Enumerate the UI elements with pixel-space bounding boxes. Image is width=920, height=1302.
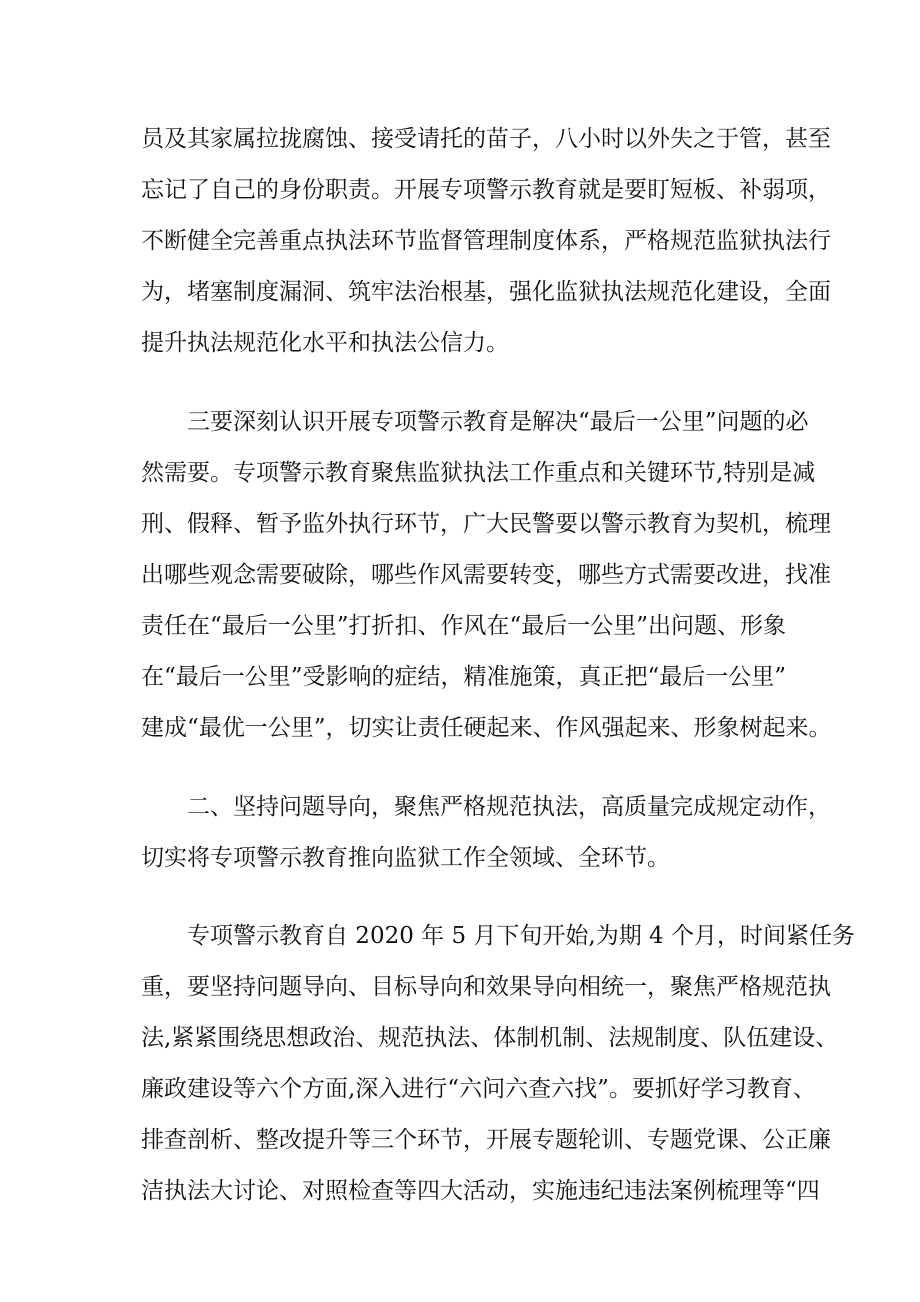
paragraph-1-line-5: 提升执法规范化水平和执法公信力。: [141, 330, 509, 356]
paragraph-2-line-7: 建成“最优一公里”，切实让责任硬起来、作风强起来、形象树起来。: [141, 715, 832, 741]
paragraph-4-line-6: 洁执法大讨论、对照检查等四大活动，实施违纪违法案例梳理等“四: [141, 1178, 820, 1204]
paragraph-2-line-6: 在“最后一公里”受影响的症结，精准施策，真正把“最后一公里”: [141, 664, 787, 690]
paragraph-3-line-2: 切实将专项警示教育推向监狱工作全领域、全环节。: [141, 845, 670, 871]
paragraph-2-line-1: 三要深刻认识开展专项警示教育是解决“最后一公里”问题的必: [187, 409, 809, 435]
paragraph-1-line-1: 员及其家属拉拢腐蚀、接受请托的苗子，八小时以外失之于管，甚至: [141, 126, 831, 152]
paragraph-3-line-1: 二、坚持问题导向，聚焦严格规范执法，高质量完成规定动作，: [187, 794, 831, 820]
paragraph-4-line-5: 排查剖析、整改提升等三个环节，开展专题轮训、专题党课、公正廉: [141, 1127, 831, 1153]
paragraph-4-line-1: 专项警示教育自 2020 年 5 月下旬开始,为期 4 个月，时间紧任务: [187, 923, 855, 949]
paragraph-4-line-4: 廉政建设等六个方面,深入进行“六问六查六找”。要抓好学习教育、: [141, 1076, 816, 1102]
paragraph-1-line-3: 不断健全完善重点执法环节监督管理制度体系，严格规范监狱执法行: [141, 228, 831, 254]
paragraph-2-line-3: 刑、假释、暂予监外执行环节，广大民警要以警示教育为契机，梳理: [141, 511, 831, 537]
paragraph-4-line-3: 法,紧紧围绕思想政治、规范执法、体制机制、法规制度、队伍建设、: [141, 1025, 839, 1051]
paragraph-4-line-2: 重，要坚持问题导向、目标导向和效果导向相统一，聚焦严格规范执: [141, 974, 831, 1000]
paragraph-2-line-4: 出哪些观念需要破除，哪些作风需要转变，哪些方式需要改进，找准: [141, 562, 831, 588]
paragraph-1-line-2: 忘记了自己的身份职责。开展专项警示教育就是要盯短板、补弱项，: [141, 177, 831, 203]
paragraph-2-line-2: 然需要。专项警示教育聚焦监狱执法工作重点和关键环节,特别是减: [141, 460, 816, 486]
paragraph-2-line-5: 责任在“最后一公里”打折扣、作风在“最后一公里”出问题、形象: [141, 613, 787, 639]
paragraph-1-line-4: 为，堵塞制度漏洞、筑牢法治根基，强化监狱执法规范化建设，全面: [141, 279, 831, 305]
